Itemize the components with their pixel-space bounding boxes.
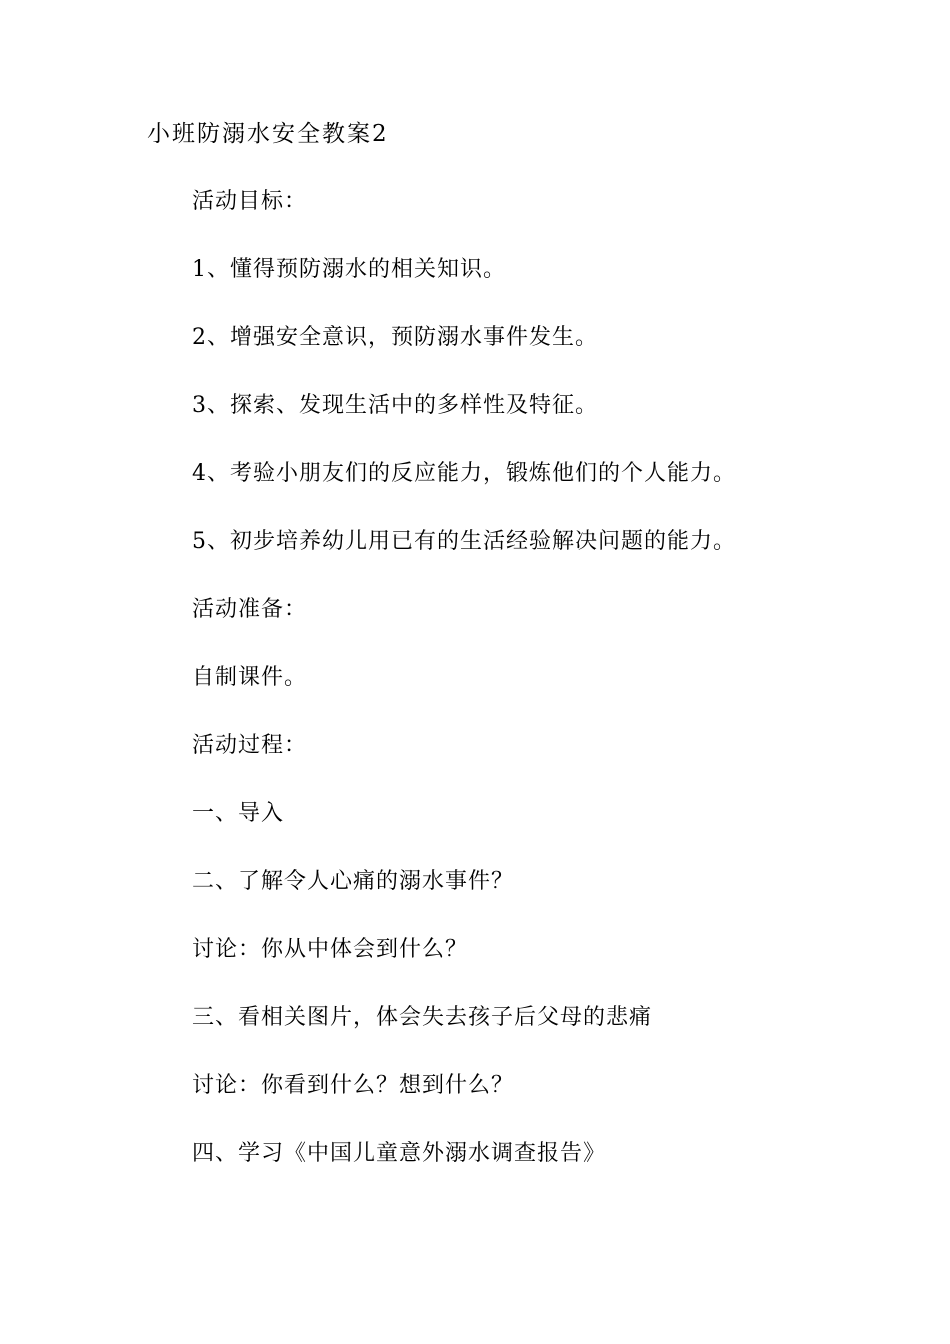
process-step-1: 一、导入 [192, 801, 285, 826]
discussion-1: 讨论：你从中体会到什么？ [192, 937, 469, 962]
goal-item-3: 3、探索、发现生活中的多样性及特征。 [192, 393, 598, 418]
document-title: 小班防溺水安全教案2 [147, 121, 389, 147]
goal-item-1: 1、懂得预防溺水的相关知识。 [192, 257, 506, 282]
process-step-4: 四、学习《中国儿童意外溺水调查报告》 [192, 1141, 607, 1166]
goal-item-2: 2、增强安全意识，预防溺水事件发生。 [192, 325, 598, 350]
preparation-text: 自制课件。 [192, 665, 308, 690]
process-step-2: 二、了解令人心痛的溺水事件？ [192, 869, 515, 894]
goal-item-5: 5、初步培养幼儿用已有的生活经验解决问题的能力。 [192, 529, 736, 554]
section-heading-preparation: 活动准备： [192, 597, 308, 622]
goal-item-4: 4、考验小朋友们的反应能力，锻炼他们的个人能力。 [192, 461, 736, 486]
process-step-3: 三、看相关图片，体会失去孩子后父母的悲痛 [192, 1005, 653, 1030]
section-heading-goals: 活动目标： [192, 189, 308, 214]
discussion-2: 讨论：你看到什么？想到什么？ [192, 1073, 515, 1098]
section-heading-process: 活动过程： [192, 733, 308, 758]
